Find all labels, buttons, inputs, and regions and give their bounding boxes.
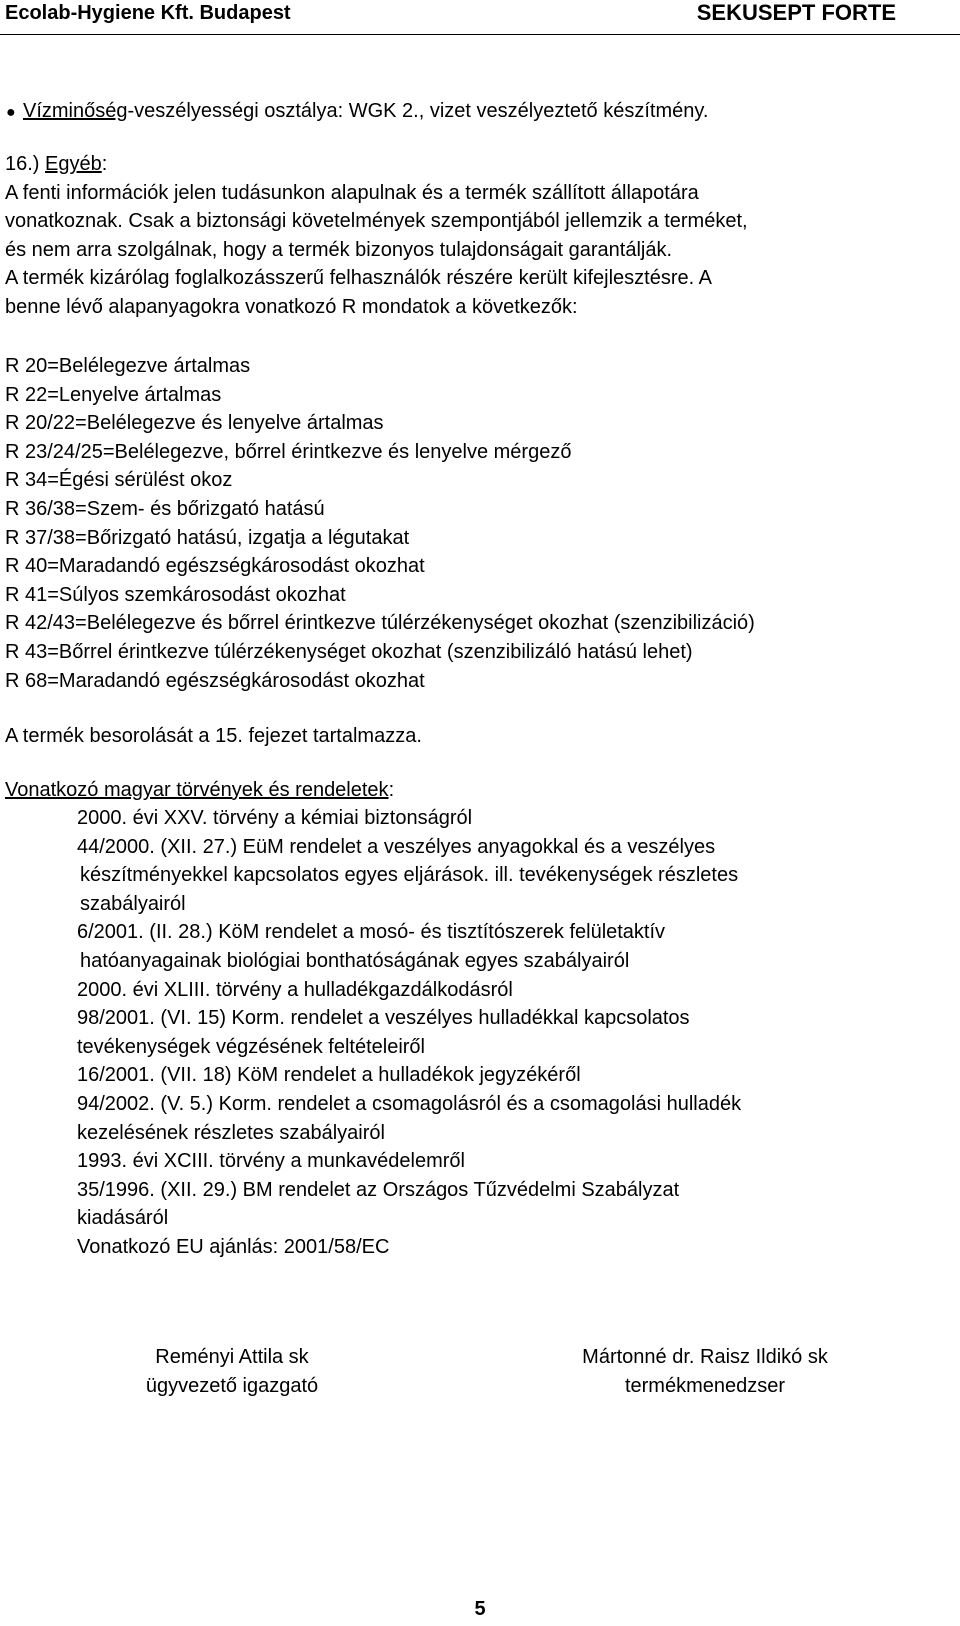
regulation-line: szabályairól — [80, 892, 186, 915]
page-number: 5 — [474, 1598, 486, 1620]
signature-left — [112, 1343, 352, 1400]
signer-title: termékmenedzser — [624, 1374, 786, 1397]
signer-name: Reményi Attila sk — [155, 1346, 309, 1368]
water-hazard-text: -veszélyességi osztálya: WGK 2., vizet veszélyeztető készítmény. — [127, 100, 709, 122]
section-16-line: benne lévő alapanyagokra vonatkozó R mondatok a következők: — [5, 295, 578, 318]
regulation-line: 1993. évi XCIII. törvény a munkavédelemről — [77, 1150, 465, 1173]
regulation-line: Vonatkozó EU ajánlás: 2001/58/EC — [77, 1235, 390, 1258]
regulation-line: 44/2000. (XII. 27.) EüM rendelet a veszélyes anyagokkal és a veszélyes — [77, 835, 716, 858]
section-16 — [5, 150, 748, 322]
regulation-line: kiadásáról — [77, 1207, 169, 1230]
signer-name: Mártonné dr. Raisz Ildikó sk — [582, 1346, 828, 1368]
regulation-line: 98/2001. (VI. 15) Korm. rendelet a veszélyes hulladékkal kapcsolatos — [77, 1007, 690, 1030]
r-phrase: R 42/43=Belélegezve és bőrrel érintkezve túlérzékenységet okozhat (szenzibilizáció) — [5, 612, 755, 635]
regulation-line: 2000. évi XLIII. törvény a hulladékgazdálkodásról — [77, 978, 513, 1001]
r-phrase: R 37/38=Bőrizgató hatású, izgatja a légutakat — [5, 526, 410, 549]
section-16-line: A termék kizárólag foglalkozásszerű felhasználók részére került kifejlesztésre. A — [5, 267, 712, 290]
regulations-colon: : — [388, 779, 395, 801]
r-phrase: R 40=Maradandó egészségkárosodást okozhat — [5, 555, 425, 578]
signer-title: ügyvezető igazgató — [145, 1374, 319, 1397]
water-hazard-label: Vízminőség — [23, 100, 128, 122]
signature-right — [540, 1343, 870, 1400]
regulation-line: 6/2001. (II. 28.) KöM rendelet a mosó- és tisztítószerek felületaktív — [77, 921, 666, 944]
regulation-line: 2000. évi XXV. törvény a kémiai biztonságról — [77, 807, 473, 829]
regulation-line: 94/2002. (V. 5.) Korm. rendelet a csomagolásról és a csomagolási hulladék — [77, 1092, 742, 1115]
regulation-line: tevékenységek végzésének feltételeiről — [77, 1035, 425, 1058]
r-phrase: R 36/38=Szem- és bőrizgató hatású — [5, 497, 325, 520]
classification-note — [5, 722, 422, 751]
section-colon: : — [101, 153, 108, 175]
section-number: 16.) — [5, 153, 46, 175]
regulations-list — [77, 804, 741, 1262]
section-title: Egyéb — [45, 153, 102, 175]
classification-text: A termék besorolását a 15. fejezet tartalmazza. — [5, 725, 422, 747]
r-phrase: R 20/22=Belélegezve és lenyelve ártalmas — [5, 412, 384, 435]
r-phrase: R 22=Lenyelve ártalmas — [5, 383, 222, 406]
section-16-heading — [5, 150, 748, 179]
regulation-line: kezelésének részletes szabályairól — [77, 1121, 385, 1144]
r-phrase: R 34=Égési sérülést okoz — [5, 469, 233, 492]
section-16-line: vonatkoznak. Csak a biztonsági követelmények szempontjából jellemzik a terméket, — [5, 210, 748, 233]
regulation-line: készítményekkel kapcsolatos egyes eljárások. ill. tevékenységek részletes — [80, 864, 739, 887]
section-16-line: és nem arra szolgálnak, hogy a termék bizonyos tulajdonságait garantálják. — [5, 238, 673, 261]
regulation-line: 35/1996. (XII. 29.) BM rendelet az Országos Tűzvédelmi Szabályzat — [77, 1178, 680, 1201]
r-phrase: R 23/24/25=Belélegezve, bőrrel érintkezve és lenyelve mérgező — [5, 440, 572, 463]
r-phrase-list — [5, 352, 755, 695]
regulation-line: hatóanyagainak biológiai bonthatóságának egyes szabályairól — [80, 949, 630, 972]
r-phrase: R 68=Maradandó egészségkárosodást okozhat — [5, 669, 425, 692]
water-hazard-line — [6, 100, 708, 123]
page-header — [0, 0, 960, 35]
regulations-heading — [5, 776, 394, 805]
company-name: Ecolab-Hygiene Kft. Budapest — [5, 2, 291, 24]
r-phrase: R 20=Belélegezve ártalmas — [5, 355, 251, 377]
product-name: SEKUSEPT FORTE — [696, 0, 896, 25]
r-phrase: R 43=Bőrrel érintkezve túlérzékenységet okozhat (szenzibilizáló hatású lehet) — [5, 640, 693, 663]
regulation-line: 16/2001. (VII. 18) KöM rendelet a hulladékok jegyzékéről — [77, 1064, 581, 1087]
section-16-line: A fenti információk jelen tudásunkon alapulnak és a termék szállított állapotára — [5, 181, 699, 204]
bullet-icon: ● — [6, 104, 16, 121]
regulations-title: Vonatkozó magyar törvények és rendeletek — [5, 779, 389, 801]
r-phrase: R 41=Súlyos szemkárosodást okozhat — [5, 583, 346, 606]
